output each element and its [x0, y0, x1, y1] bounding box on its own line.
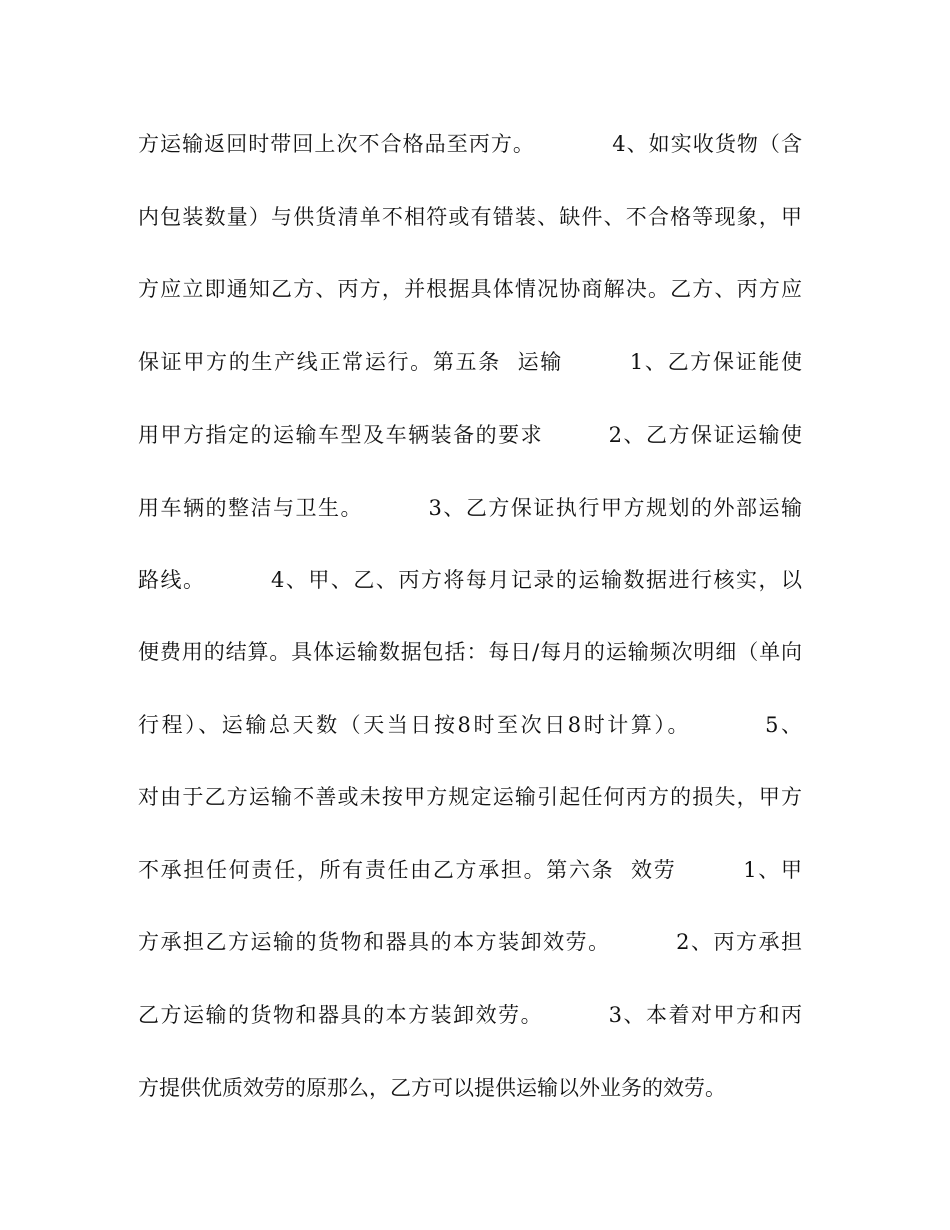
text-line-13: 乙方运输的货物和器具的本方装卸效劳。 3、本着对甲方和丙 [138, 1003, 802, 1027]
text-line-9: 行程）、运输总天数（天当日按8时至次日8时计算）。 5、 [138, 713, 802, 737]
text-line-2: 内包装数量）与供货清单不相符或有错装、缺件、不合格等现象，甲 [138, 205, 802, 229]
text-line-8: 便费用的结算。具体运输数据包括：每日/每月的运输频次明细（单向 [138, 640, 802, 664]
text-line-14: 方提供优质效劳的原那么，乙方可以提供运输以外业务的效劳。 [138, 1076, 726, 1100]
text-line-4: 保证甲方的生产线正常运行。第五条 运输 1、乙方保证能使 [138, 350, 802, 374]
text-line-3: 方应立即通知乙方、丙方，并根据具体情况协商解决。乙方、丙方应 [138, 277, 802, 301]
text-line-7: 路线。 4、甲、乙、丙方将每月记录的运输数据进行核实，以 [138, 568, 802, 592]
text-line-12: 方承担乙方运输的货物和器具的本方装卸效劳。 2、丙方承担 [138, 930, 802, 954]
text-line-11: 不承担任何责任，所有责任由乙方承担。第六条 效劳 1、甲 [138, 858, 802, 882]
text-line-10: 对由于乙方运输不善或未按甲方规定运输引起任何丙方的损失，甲方 [138, 785, 802, 809]
text-line-5: 用甲方指定的运输车型及车辆装备的要求 2、乙方保证运输使 [138, 423, 802, 447]
text-line-1: 方运输返回时带回上次不合格品至丙方。 4、如实收货物（含 [138, 132, 802, 156]
text-line-6: 用车辆的整洁与卫生。 3、乙方保证执行甲方规划的外部运输 [138, 496, 802, 520]
